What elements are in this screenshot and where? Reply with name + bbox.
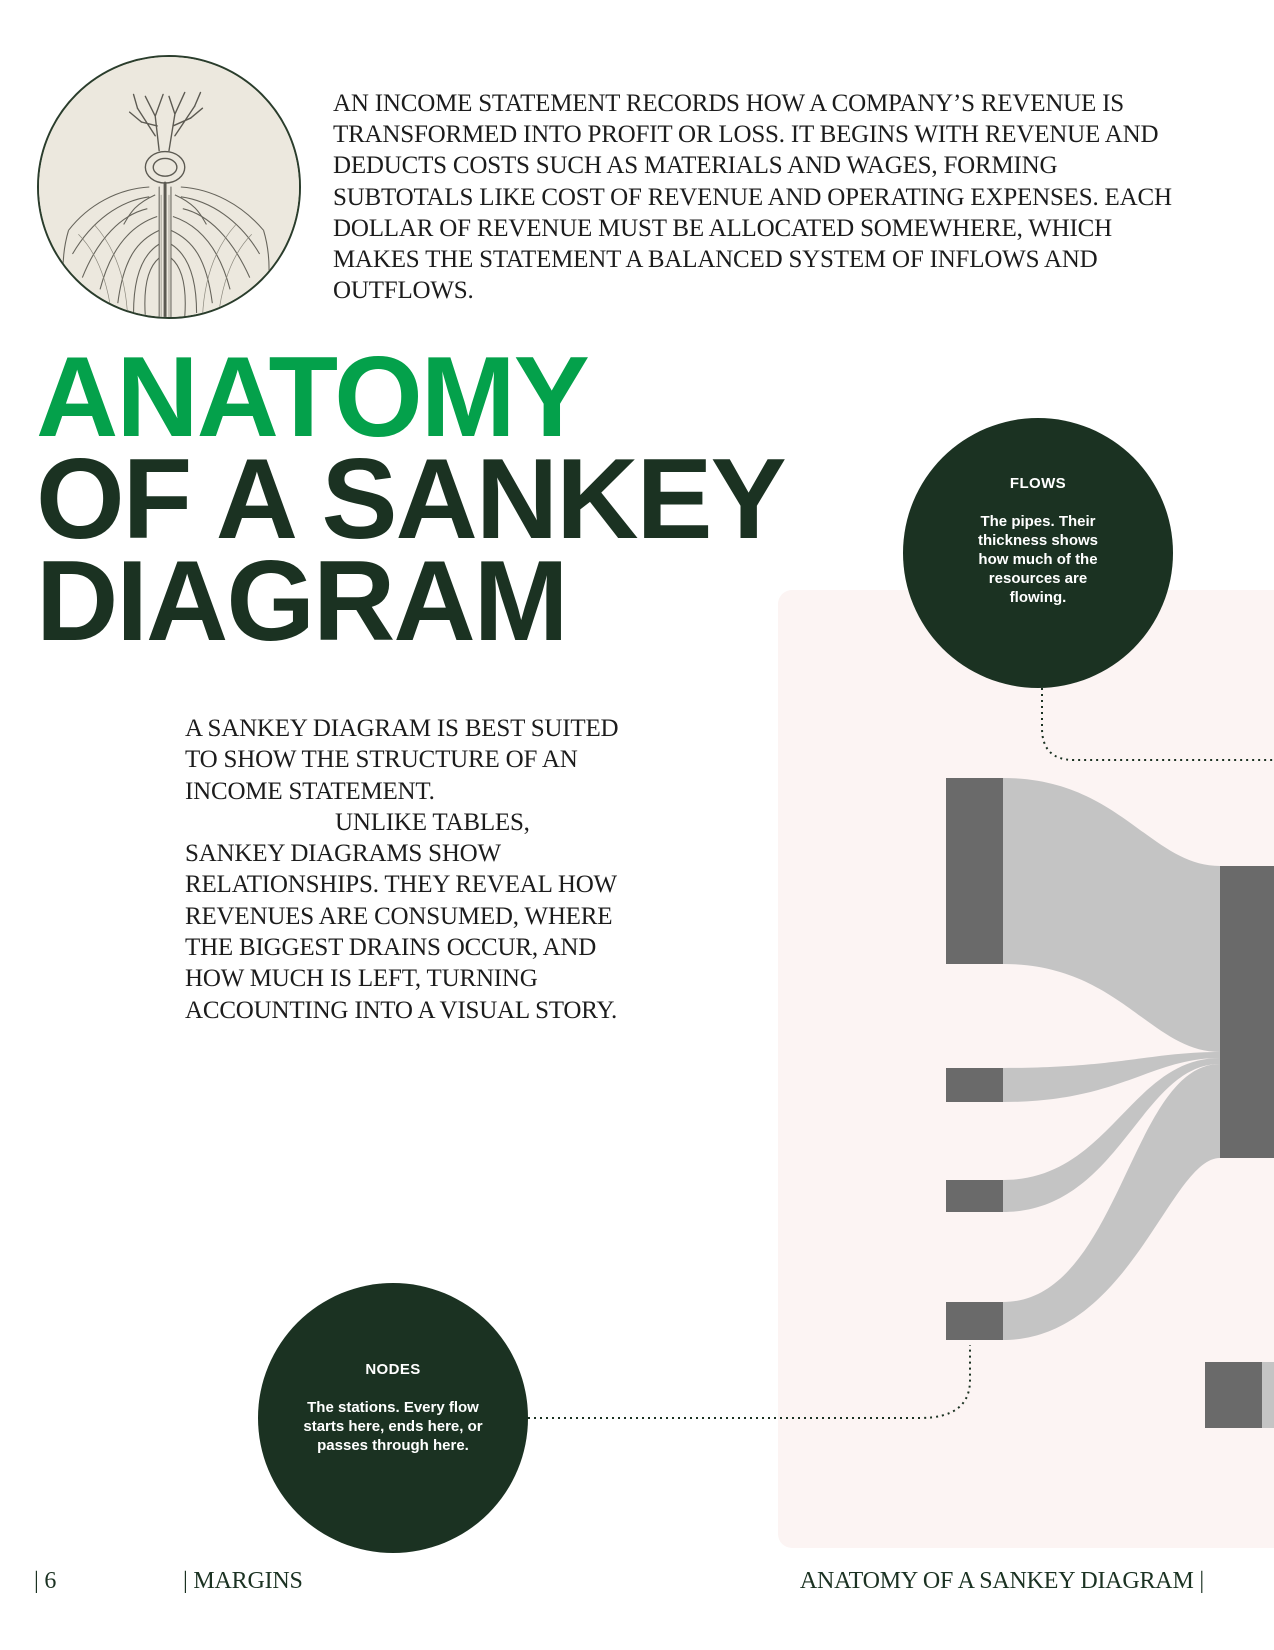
- flows-callout-text: The pipes. Their thickness shows how much of the resources are flowing.: [977, 513, 1099, 606]
- sankey-node-target: [1220, 866, 1274, 1158]
- sankey-node-source-4: [946, 1302, 1003, 1340]
- body-text-part-3: SANKEY DIAGRAMS SHOW RELATIONSHIPS. THEY REVEAL HOW REVENUES ARE CONSUMED, WHERE THE BIGGEST DRAINS OCCUR, AND HOW MUCH IS LEFT, TURNING ACCOUNTING INTO A VISUAL STORY.: [185, 840, 618, 1024]
- nodes-connector-line: [528, 1345, 970, 1418]
- sankey-node-next: [1205, 1362, 1262, 1428]
- flows-callout: [903, 418, 1173, 688]
- sankey-node-source-2: [946, 1068, 1003, 1102]
- footer-article-title: ANATOMY OF A SANKEY DIAGRAM |: [799, 1568, 1204, 1594]
- flows-callout-title: FLOWS: [1009, 475, 1067, 492]
- footer-page-number: | 6: [34, 1568, 57, 1594]
- intro-paragraph: AN INCOME STATEMENT RECORDS HOW A COMPANY’S REVENUE IS TRANSFORMED INTO PROFIT OR LOSS. IT BEGINS WITH REVENUE AND DEDUCTS COSTS SUCH AS MATERIALS AND WAGES, FORMING SUBTOTALS LIKE COST OF REVENUE AND OPERATING EXPENSES. EACH DOLLAR OF REVENUE MUST BE ALLOCATED SOMEWHERE, WHICH MAKES THE STATEMENT A BALANCED SYSTEM OF INFLOWS AND OUTFLOWS.: [333, 90, 1172, 305]
- page-title-line-2: OF A SANKEY: [36, 436, 785, 563]
- body-text-part-1: A SANKEY DIAGRAM IS BEST SUITED TO SHOW THE STRUCTURE OF AN INCOME STATEMENT.: [185, 715, 619, 805]
- nodes-callout: [258, 1283, 528, 1553]
- footer-section-name: | MARGINS: [183, 1568, 303, 1594]
- page-title-line-1: ANATOMY: [36, 334, 588, 461]
- sankey-node-source-3: [946, 1180, 1003, 1212]
- nodes-callout-title: NODES: [365, 1361, 421, 1378]
- sankey-flow-main: [1003, 778, 1220, 1052]
- sankey-node-main-source: [946, 778, 1003, 964]
- nodes-callout-text: The stations. Every flow starts here, ends here, or passes through here.: [303, 1399, 483, 1454]
- page-title-line-3: DIAGRAM: [36, 538, 567, 665]
- sankey-flow-outgoing: [1262, 1362, 1274, 1428]
- body-text-part-2: UNLIKE TABLES,: [335, 808, 530, 836]
- flows-connector-line: [1042, 688, 1274, 760]
